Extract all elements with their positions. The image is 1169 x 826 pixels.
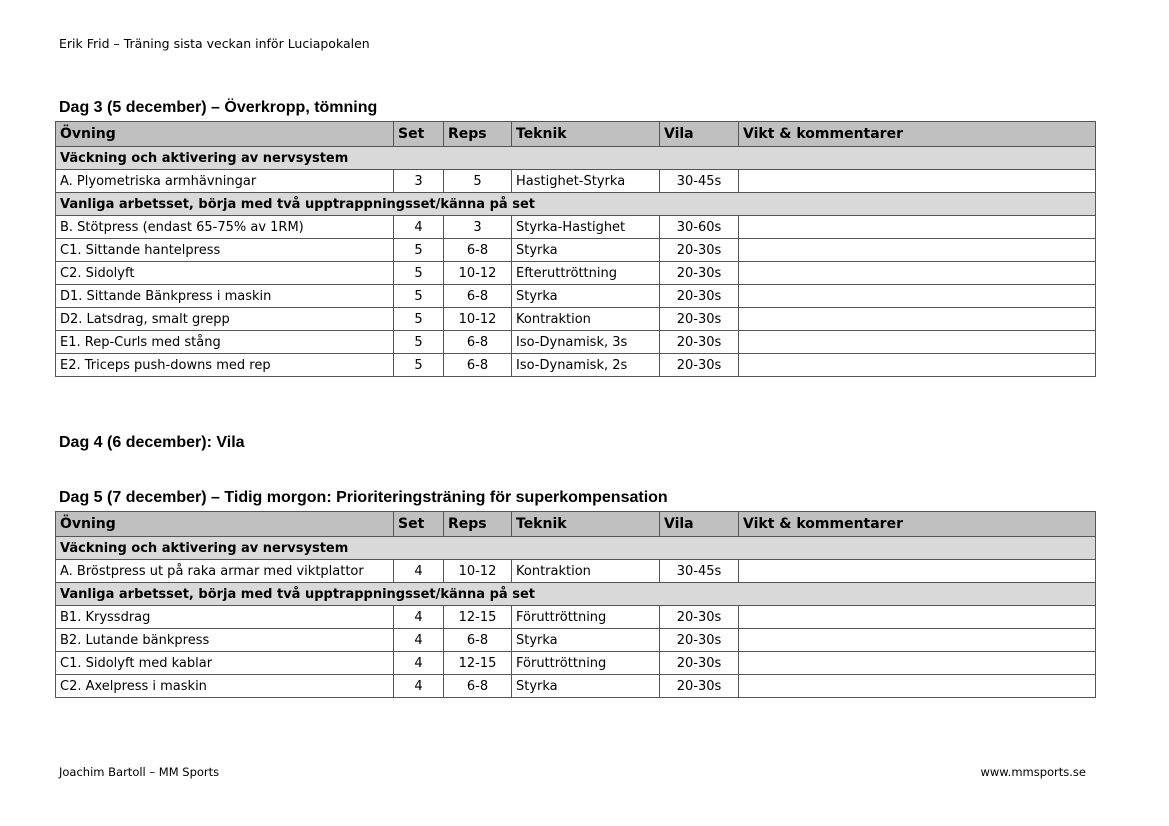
group-label: Väckning och aktivering av nervsystem <box>56 147 1096 170</box>
rest-cell: 20-30s <box>660 262 739 285</box>
set-cell: 5 <box>394 262 444 285</box>
comment-cell <box>739 354 1096 377</box>
exercise-cell: C2. Sidolyft <box>56 262 394 285</box>
comment-cell <box>739 285 1096 308</box>
exercise-cell: A. Plyometriska armhävningar <box>56 170 394 193</box>
technique-cell: Kontraktion <box>512 560 660 583</box>
rest-cell: 20-30s <box>660 331 739 354</box>
document-header: Erik Frid – Träning sista veckan inför Luciapokalen <box>59 36 370 51</box>
comment-cell <box>739 629 1096 652</box>
rest-cell: 20-30s <box>660 629 739 652</box>
comment-cell <box>739 606 1096 629</box>
column-header: Reps <box>444 512 512 537</box>
comment-cell <box>739 675 1096 698</box>
exercise-cell: D1. Sittande Bänkpress i maskin <box>56 285 394 308</box>
day3-table <box>55 121 1096 377</box>
rest-cell: 20-30s <box>660 285 739 308</box>
group-label: Väckning och aktivering av nervsystem <box>56 537 1096 560</box>
column-header: Set <box>394 122 444 147</box>
column-header: Vila <box>660 512 739 537</box>
day5-table <box>55 511 1096 698</box>
table-row <box>56 285 1096 308</box>
reps-cell: 5 <box>444 170 512 193</box>
reps-cell: 6-8 <box>444 331 512 354</box>
table-row <box>56 652 1096 675</box>
column-header: Reps <box>444 122 512 147</box>
table-row <box>56 675 1096 698</box>
day4-title: Dag 4 (6 december): Vila <box>59 434 245 451</box>
technique-cell: Styrka <box>512 675 660 698</box>
comment-cell <box>739 331 1096 354</box>
column-header: Vikt & kommentarer <box>739 122 1096 147</box>
table-row <box>56 216 1096 239</box>
reps-cell: 10-12 <box>444 308 512 331</box>
day3-title: Dag 3 (5 december) – Överkropp, tömning <box>59 99 378 116</box>
column-header: Set <box>394 512 444 537</box>
technique-cell: Styrka <box>512 239 660 262</box>
column-header: Vikt & kommentarer <box>739 512 1096 537</box>
exercise-cell: E2. Triceps push-downs med rep <box>56 354 394 377</box>
rest-cell: 30-45s <box>660 170 739 193</box>
comment-cell <box>739 308 1096 331</box>
set-cell: 3 <box>394 170 444 193</box>
table-row <box>56 629 1096 652</box>
exercise-cell: B. Stötpress (endast 65-75% av 1RM) <box>56 216 394 239</box>
technique-cell: Iso-Dynamisk, 3s <box>512 331 660 354</box>
set-cell: 4 <box>394 675 444 698</box>
table-row <box>56 560 1096 583</box>
footer-website: www.mmsports.se <box>980 765 1086 779</box>
column-header: Övning <box>56 122 394 147</box>
table-row <box>56 606 1096 629</box>
set-cell: 4 <box>394 606 444 629</box>
reps-cell: 10-12 <box>444 262 512 285</box>
group-row <box>56 537 1096 560</box>
set-cell: 5 <box>394 354 444 377</box>
rest-cell: 20-30s <box>660 606 739 629</box>
exercise-cell: B1. Kryssdrag <box>56 606 394 629</box>
technique-cell: Efteruttröttning <box>512 262 660 285</box>
comment-cell <box>739 560 1096 583</box>
reps-cell: 3 <box>444 216 512 239</box>
day5-header-row <box>56 512 1096 537</box>
set-cell: 4 <box>394 629 444 652</box>
rest-cell: 20-30s <box>660 354 739 377</box>
technique-cell: Styrka-Hastighet <box>512 216 660 239</box>
reps-cell: 12-15 <box>444 606 512 629</box>
exercise-cell: C2. Axelpress i maskin <box>56 675 394 698</box>
day3-body <box>56 147 1096 377</box>
comment-cell <box>739 239 1096 262</box>
comment-cell <box>739 216 1096 239</box>
group-label: Vanliga arbetsset, börja med två upptrappningsset/känna på set <box>56 193 1096 216</box>
column-header: Övning <box>56 512 394 537</box>
technique-cell: Föruttröttning <box>512 652 660 675</box>
comment-cell <box>739 262 1096 285</box>
set-cell: 4 <box>394 216 444 239</box>
group-label: Vanliga arbetsset, börja med två upptrappningsset/känna på set <box>56 583 1096 606</box>
group-row <box>56 147 1096 170</box>
technique-cell: Styrka <box>512 285 660 308</box>
column-header: Vila <box>660 122 739 147</box>
comment-cell <box>739 170 1096 193</box>
technique-cell: Föruttröttning <box>512 606 660 629</box>
day5-body <box>56 537 1096 698</box>
table-row <box>56 331 1096 354</box>
rest-cell: 30-60s <box>660 216 739 239</box>
reps-cell: 6-8 <box>444 285 512 308</box>
comment-cell <box>739 652 1096 675</box>
column-header: Teknik <box>512 122 660 147</box>
exercise-cell: C1. Sittande hantelpress <box>56 239 394 262</box>
footer-author: Joachim Bartoll – MM Sports <box>59 765 220 779</box>
set-cell: 4 <box>394 652 444 675</box>
technique-cell: Kontraktion <box>512 308 660 331</box>
reps-cell: 12-15 <box>444 652 512 675</box>
set-cell: 5 <box>394 285 444 308</box>
group-row <box>56 193 1096 216</box>
reps-cell: 6-8 <box>444 239 512 262</box>
exercise-cell: E1. Rep-Curls med stång <box>56 331 394 354</box>
table-row <box>56 262 1096 285</box>
column-header: Teknik <box>512 512 660 537</box>
reps-cell: 10-12 <box>444 560 512 583</box>
group-row <box>56 583 1096 606</box>
technique-cell: Hastighet-Styrka <box>512 170 660 193</box>
rest-cell: 20-30s <box>660 675 739 698</box>
table-row <box>56 239 1096 262</box>
technique-cell: Iso-Dynamisk, 2s <box>512 354 660 377</box>
technique-cell: Styrka <box>512 629 660 652</box>
rest-cell: 20-30s <box>660 308 739 331</box>
table-row <box>56 170 1096 193</box>
reps-cell: 6-8 <box>444 354 512 377</box>
day3-header-row <box>56 122 1096 147</box>
exercise-cell: B2. Lutande bänkpress <box>56 629 394 652</box>
set-cell: 5 <box>394 308 444 331</box>
rest-cell: 20-30s <box>660 652 739 675</box>
exercise-cell: A. Bröstpress ut på raka armar med viktplattor <box>56 560 394 583</box>
reps-cell: 6-8 <box>444 675 512 698</box>
rest-cell: 30-45s <box>660 560 739 583</box>
set-cell: 4 <box>394 560 444 583</box>
exercise-cell: D2. Latsdrag, smalt grepp <box>56 308 394 331</box>
day5-title: Dag 5 (7 december) – Tidig morgon: Prioriteringsträning för superkompensation <box>59 489 668 506</box>
table-row <box>56 354 1096 377</box>
rest-cell: 20-30s <box>660 239 739 262</box>
reps-cell: 6-8 <box>444 629 512 652</box>
table-row <box>56 308 1096 331</box>
set-cell: 5 <box>394 239 444 262</box>
exercise-cell: C1. Sidolyft med kablar <box>56 652 394 675</box>
set-cell: 5 <box>394 331 444 354</box>
